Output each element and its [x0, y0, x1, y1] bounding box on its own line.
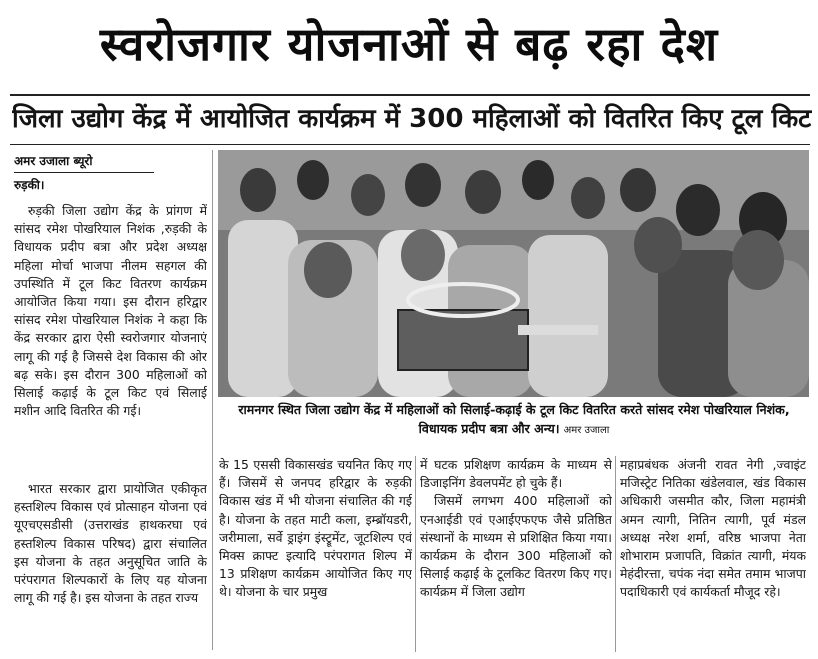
byline-rule [14, 172, 154, 173]
column-divider [415, 456, 416, 652]
article-paragraph: रुड़की जिला उद्योग केंद्र के प्रांगण में सांसद रमेश पोखरियाल निशंक ,रुड़की के विधायक प्रदीप बत्रा और प्रदेश अध्यक्ष महिला मोर्चा भाजपा नीलम सहगल की उपस्थिति में टूल किट वितरण कार्यक्रम आयोजित किया गया। इस दौरान हरिद्वार सांसद रमेश पोखरियाल निशंक ने कहा कि केंद्र सरकार द्वारा ऐसी स्वरोजगार योजनाएं लागू की गई है जिससे देश विकास की ओर बढ़ सके। इस दौरान 300 महिलाओं को सिलाई कढ़ाई के टूल किट एवं सिलाई मशीन आदि वितरित की गई। [14, 203, 207, 419]
subhead-rule [10, 144, 810, 145]
article-column-1-para-1 [14, 202, 207, 480]
byline: अमर उजाला ब्यूरो [14, 154, 93, 168]
caption-text: रामनगर स्थित जिला उद्योग केंद्र में महिलाओं को सिलाई-कढ़ाई के टूल किट वितरित करते सांसद रमेश पोखरियाल निशंक, विधायक प्रदीप बत्रा और अन्य। [238, 402, 790, 436]
article-paragraph: में घटक प्रशिक्षण कार्यक्रम के माध्यम से डिजाइनिंग डेवलपमेंट हो चुके हैं। [420, 457, 612, 491]
article-column-1-para-2 [14, 480, 207, 650]
article-paragraph: महाप्रबंधक अंजनी रावत नेगी ,ज्वाइंट मजिस्ट्रेट नितिका खंडेलवाल, खंड विकास अधिकारी जसमीत कौर, जिला महामंत्री अमन त्यागी, नितिन त्यागी, पूर्व मंडल अध्यक्ष नरेश शर्मा, वरिष्ठ भाजपा नेता शोभाराम प्रजापति, विक्रांत त्यागी, मंयक मेहंदीरत्ता, चपंक नंदा समेत तमाम भाजपा पदाधिकारी एवं कार्यकर्ता मौजूद रहे। [620, 457, 806, 600]
headline-rule [10, 94, 810, 96]
news-photo [218, 150, 809, 397]
dateline: रुड़की। [14, 178, 45, 192]
photo-caption [220, 400, 808, 440]
article-paragraph: जिसमें लगभग 400 महिलाओं को एनआईडी एवं एआईएफएफ जैसे प्रतिष्ठित संस्थानों के माध्यम से प्रशिक्षित किया गया। कार्यक्रम के दौरान 300 महिलाओं को सिलाई कढ़ाई के टूलकिट वितरण किए गए। कार्यक्रम में जिला उद्योग [420, 493, 612, 600]
article-column-3 [420, 456, 612, 652]
article-paragraph: भारत सरकार द्वारा प्रायोजित एकीकृत हस्तशिल्प विकास एवं प्रोत्साहन योजना एवं यूएचएसडीसी (उत्तराखंड हाथकरघा एवं हस्तशिल्प विकास परिषद) द्वारा संचालित इस योजना के तहत अनुसूचित जाति के परंपरागत शिल्पकारों के लिए यह योजना लागू की गई है। इस योजना के तहत राज्य [14, 481, 207, 606]
article-column-2 [219, 456, 412, 652]
photo-credit: अमर उजाला [563, 425, 610, 436]
column-divider [615, 456, 616, 652]
article-paragraph: के 15 एससी विकासखंड चयनित किए गए हैं। जिसमें से जनपद हरिद्वार के रुड़की विकास खंड में भी योजना संचालित की गई है। योजना के तहत माटी कला, इम्ब्रॉयडरी, जरीमाला, सर्वे ड्राइंग इंस्ट्रूमेंट, जूटशिल्प एवं मिक्स क्राफ्ट इत्यादि परंपरागत शिल्प में 13 प्रशिक्षण कार्यक्रम आयोजित किए गए थे। योजना के चार प्रमुख [219, 457, 412, 600]
column-divider [212, 150, 213, 650]
photo-illustration [218, 150, 809, 397]
headline: स्वरोजगार योजनाओं से बढ़ रहा देश [99, 17, 719, 71]
article-column-4 [620, 456, 806, 652]
subheadline: जिला उद्योग केंद्र में आयोजित कार्यक्रम में 300 महिलाओं को वितरित किए टूल किट [12, 104, 812, 134]
